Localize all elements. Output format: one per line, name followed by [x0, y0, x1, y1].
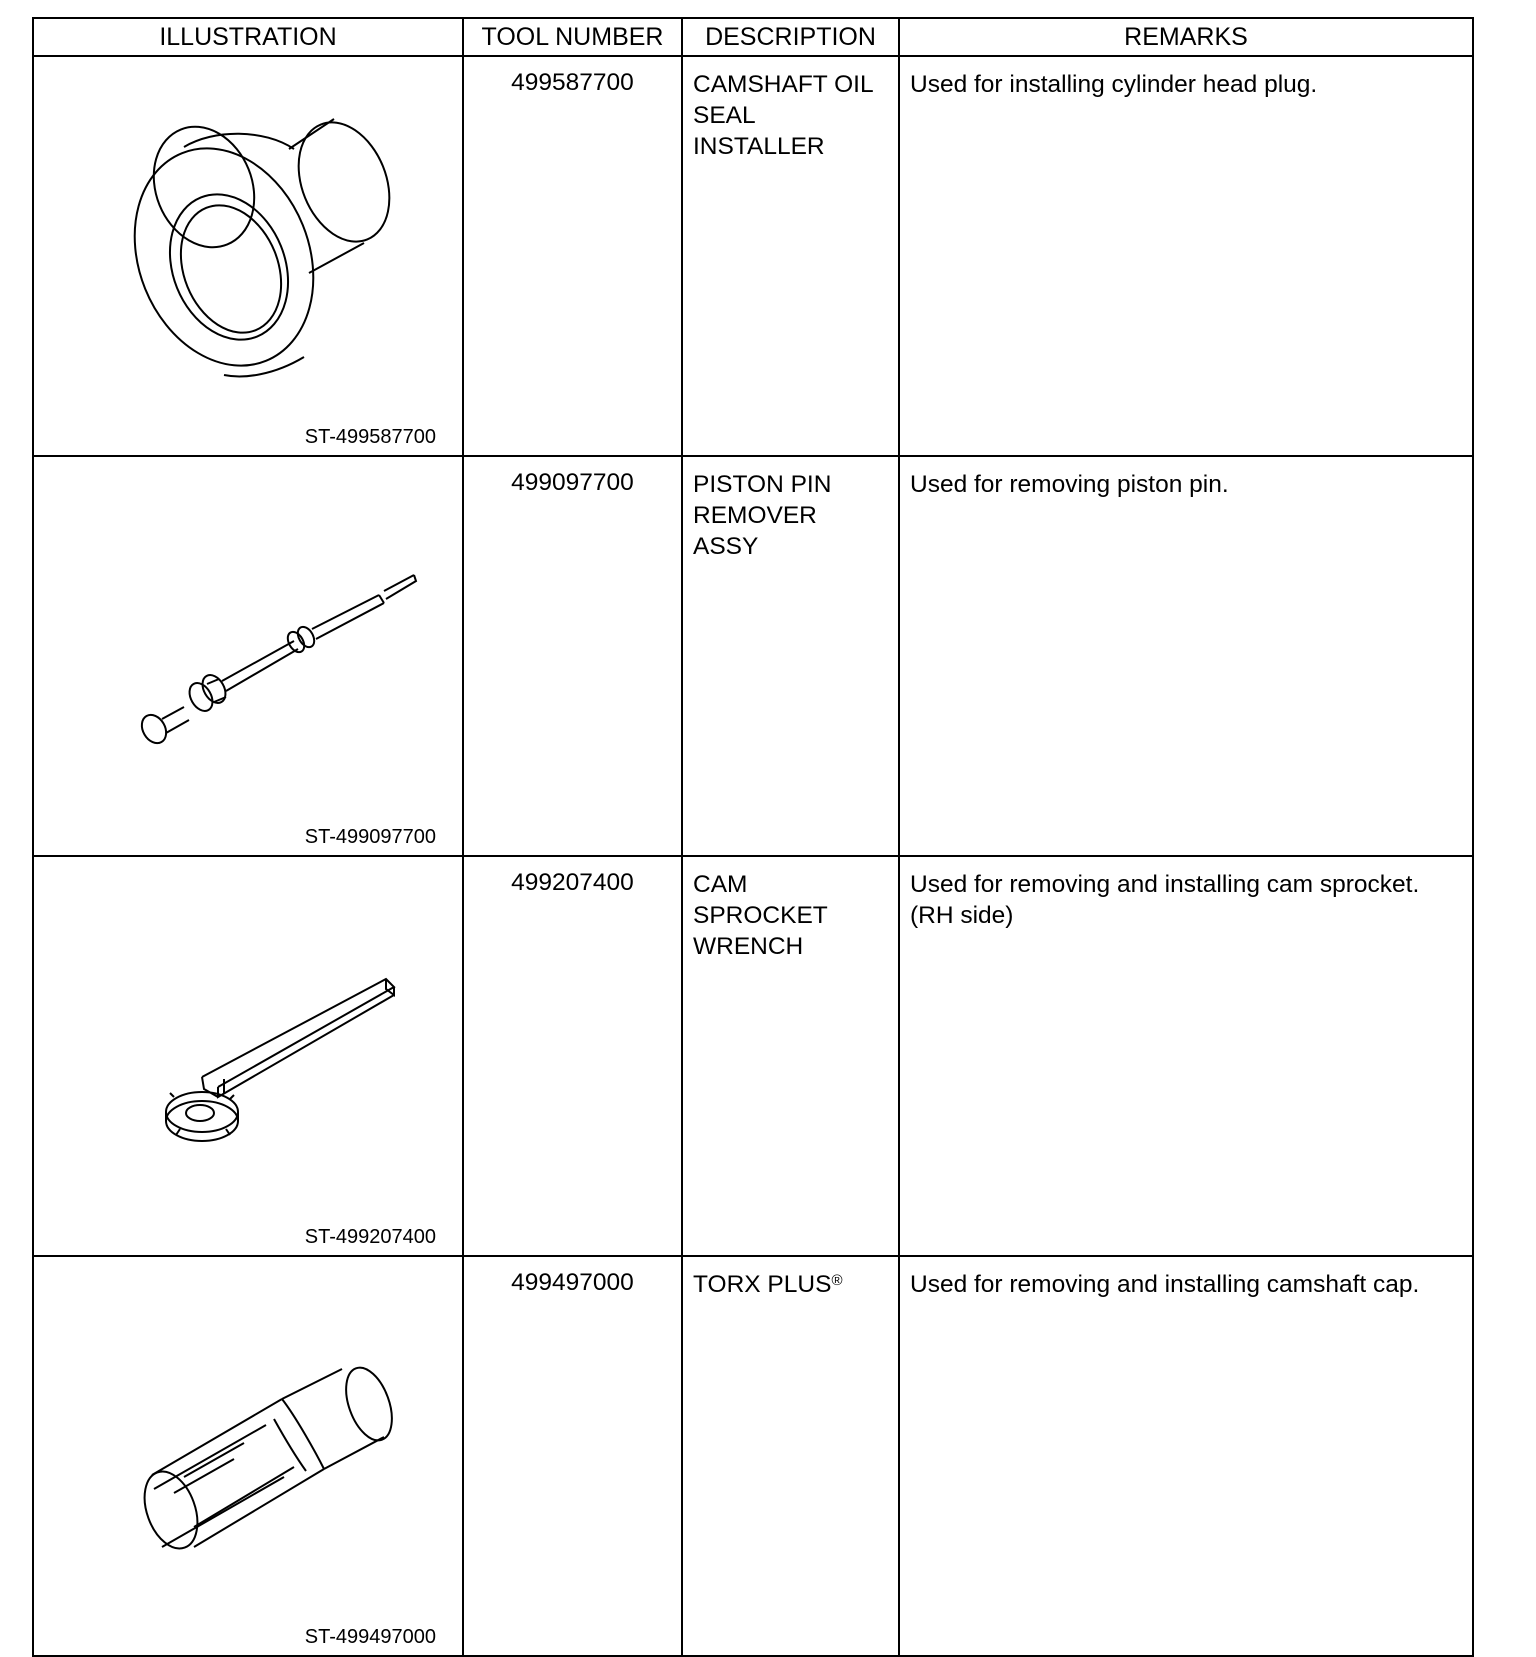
tool-number: 499097700: [463, 456, 682, 856]
header-row: [33, 18, 1473, 56]
illustration-code: ST-499587700: [304, 426, 436, 448]
tool-number: 499497000: [463, 1256, 682, 1656]
remarks-line: Used for removing and installing camshaft cap.: [910, 1271, 1420, 1298]
description-line: CAM: [693, 871, 748, 898]
remarks: [899, 56, 1473, 456]
illustration-cell: [33, 456, 463, 856]
header-remarks: REMARKS: [899, 18, 1473, 56]
header-description: DESCRIPTION: [682, 18, 899, 56]
camshaft-oil-seal-installer-drawing: [34, 57, 464, 443]
description-line: REMOVER: [693, 502, 817, 529]
illustration-cell: [33, 1256, 463, 1656]
piston-pin-remover-drawing: [34, 457, 464, 843]
table-row: [33, 1256, 1473, 1656]
tool-number: 499207400: [463, 856, 682, 1256]
remarks: [899, 1256, 1473, 1656]
description: [682, 56, 899, 456]
cam-sprocket-wrench-drawing: [34, 857, 464, 1243]
description-line: INSTALLER: [693, 133, 825, 160]
illustration-code: ST-499207400: [304, 1226, 436, 1248]
special-tools-table: [32, 17, 1474, 1657]
description-line: SPROCKET: [693, 902, 828, 929]
remarks-line: Used for removing piston pin.: [910, 471, 1229, 498]
remarks-line: (RH side): [910, 902, 1014, 929]
description-line: WRENCH: [693, 933, 804, 960]
remarks-line: Used for installing cylinder head plug.: [910, 71, 1318, 98]
torx-plus-bit-drawing: [34, 1257, 464, 1643]
description-line: PISTON PIN: [693, 471, 832, 498]
remarks: [899, 856, 1473, 1256]
description-text: TORX PLUS: [693, 1271, 832, 1298]
description: [682, 1256, 899, 1656]
remarks-line: Used for removing and installing cam sprocket.: [910, 871, 1420, 898]
description-line: SEAL: [693, 102, 756, 129]
description: [682, 456, 899, 856]
table-row: [33, 56, 1473, 456]
description: [682, 856, 899, 1256]
tool-number: 499587700: [463, 56, 682, 456]
table-row: [33, 456, 1473, 856]
description-line: CAMSHAFT OIL: [693, 71, 874, 98]
description-line: ASSY: [693, 533, 759, 560]
registered-mark: ®: [831, 1272, 843, 1289]
table-row: [33, 856, 1473, 1256]
illustration-cell: [33, 856, 463, 1256]
header-tool-number: TOOL NUMBER: [463, 18, 682, 56]
remarks: [899, 456, 1473, 856]
illustration-code: ST-499097700: [304, 826, 436, 848]
illustration-cell: [33, 56, 463, 456]
header-illustration: ILLUSTRATION: [33, 18, 463, 56]
illustration-code: ST-499497000: [304, 1626, 436, 1648]
